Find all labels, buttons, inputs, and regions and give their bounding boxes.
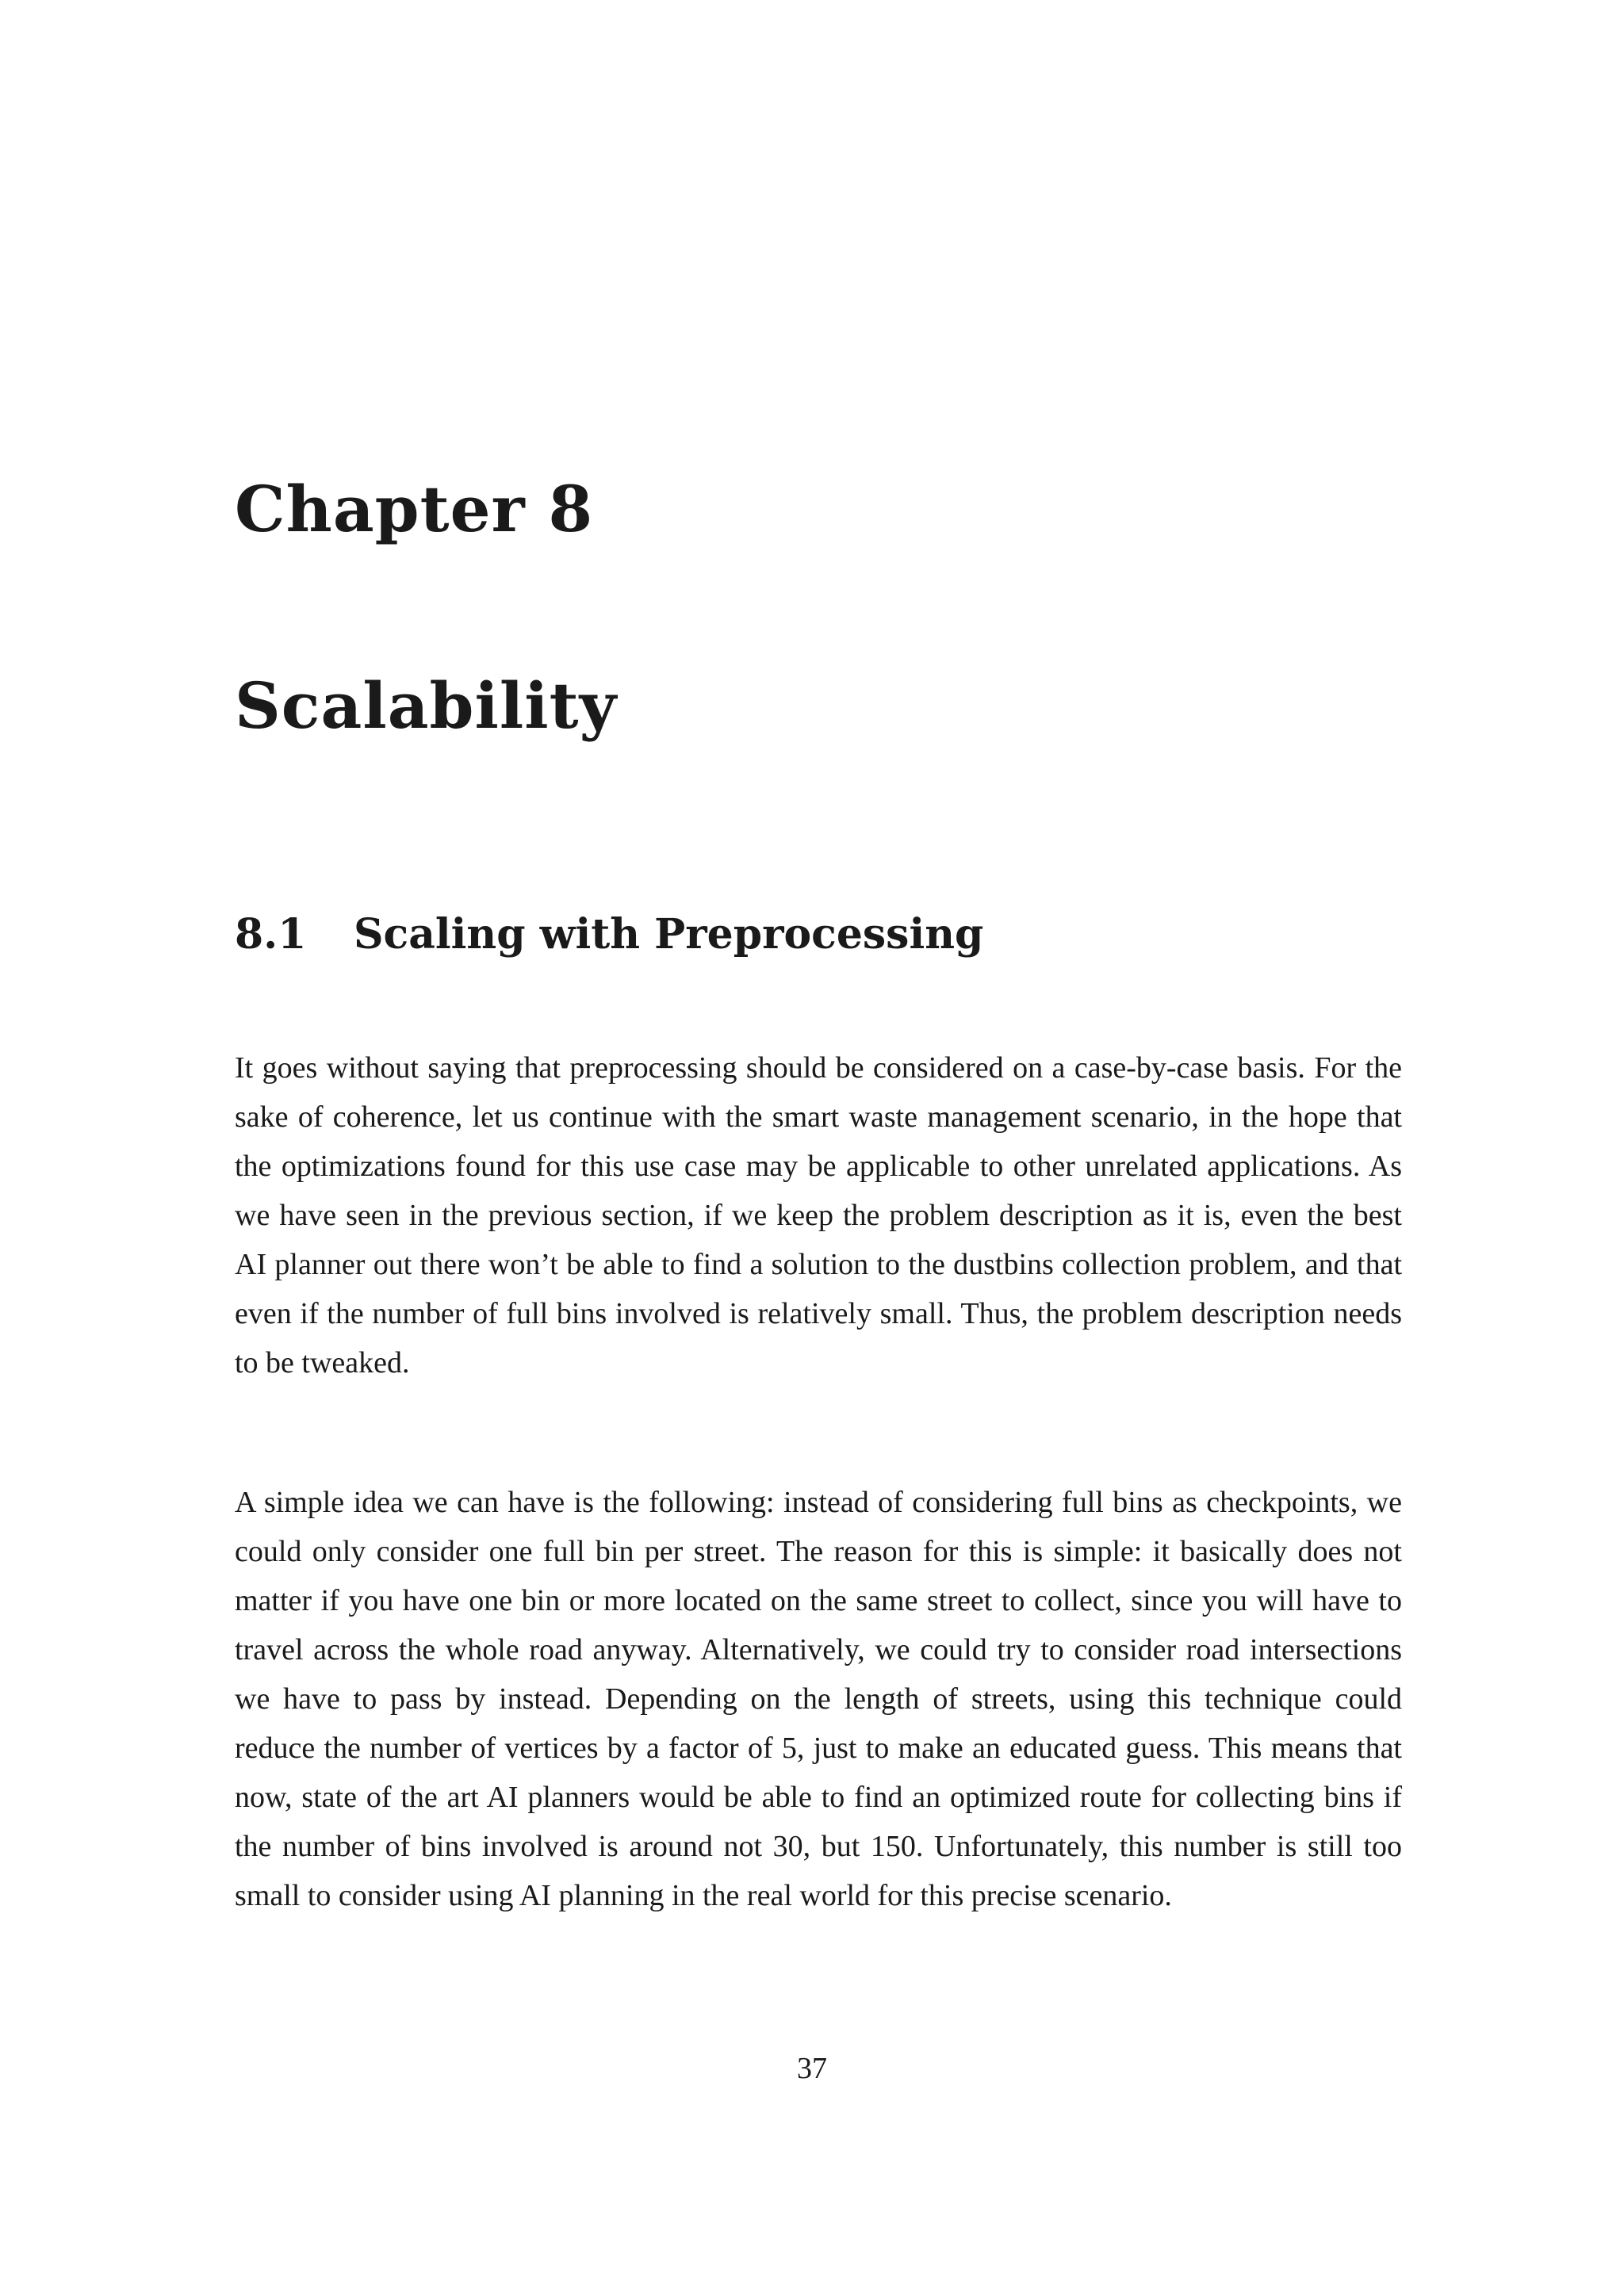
chapter-label: Chapter 8 — [235, 472, 594, 546]
body-paragraph-2: A simple idea we can have is the following: instead of considering full bins as checkpoints, we could only consider one full bin per street. The reason for this is simple: it basically does not matter if you have one bin or more located on the same street to collect, since you will have to travel across the whole road anyway. Alternatively, we could try to consider road intersections we have to pass by instead. Depending on the length of streets, using this technique could reduce the number of vertices by a factor of 5, just to make an educated guess. This means that now, state of the art AI planners would be able to find an optimized route for collecting bins if the number of bins involved is around not 30, but 150. Unfortunately, this number is still too small to consider using AI planning in the real world for this precise scenario. — [235, 1486, 1402, 1912]
body-paragraph-1: It goes without saying that preprocessing should be considered on a case-by-case basis. For the sake of coherence, let us continue with the smart waste management scenario, in the hope that the optimizations found for this use case may be applicable to other unrelated applications. As we have seen in the previous section, if we keep the problem description as it is, even the best AI planner out there won’t be able to find a solution to the dustbins collection problem, and that even if the number of full bins involved is relatively small. Thus, the problem description needs to be tweaked. — [235, 1051, 1402, 1380]
page-number: 37 — [797, 2052, 827, 2085]
chapter-title: Scalability — [235, 668, 618, 743]
section-number: 8.1 — [235, 910, 307, 959]
section-title: Scaling with Preprocessing — [354, 910, 984, 959]
section-heading — [235, 910, 984, 959]
